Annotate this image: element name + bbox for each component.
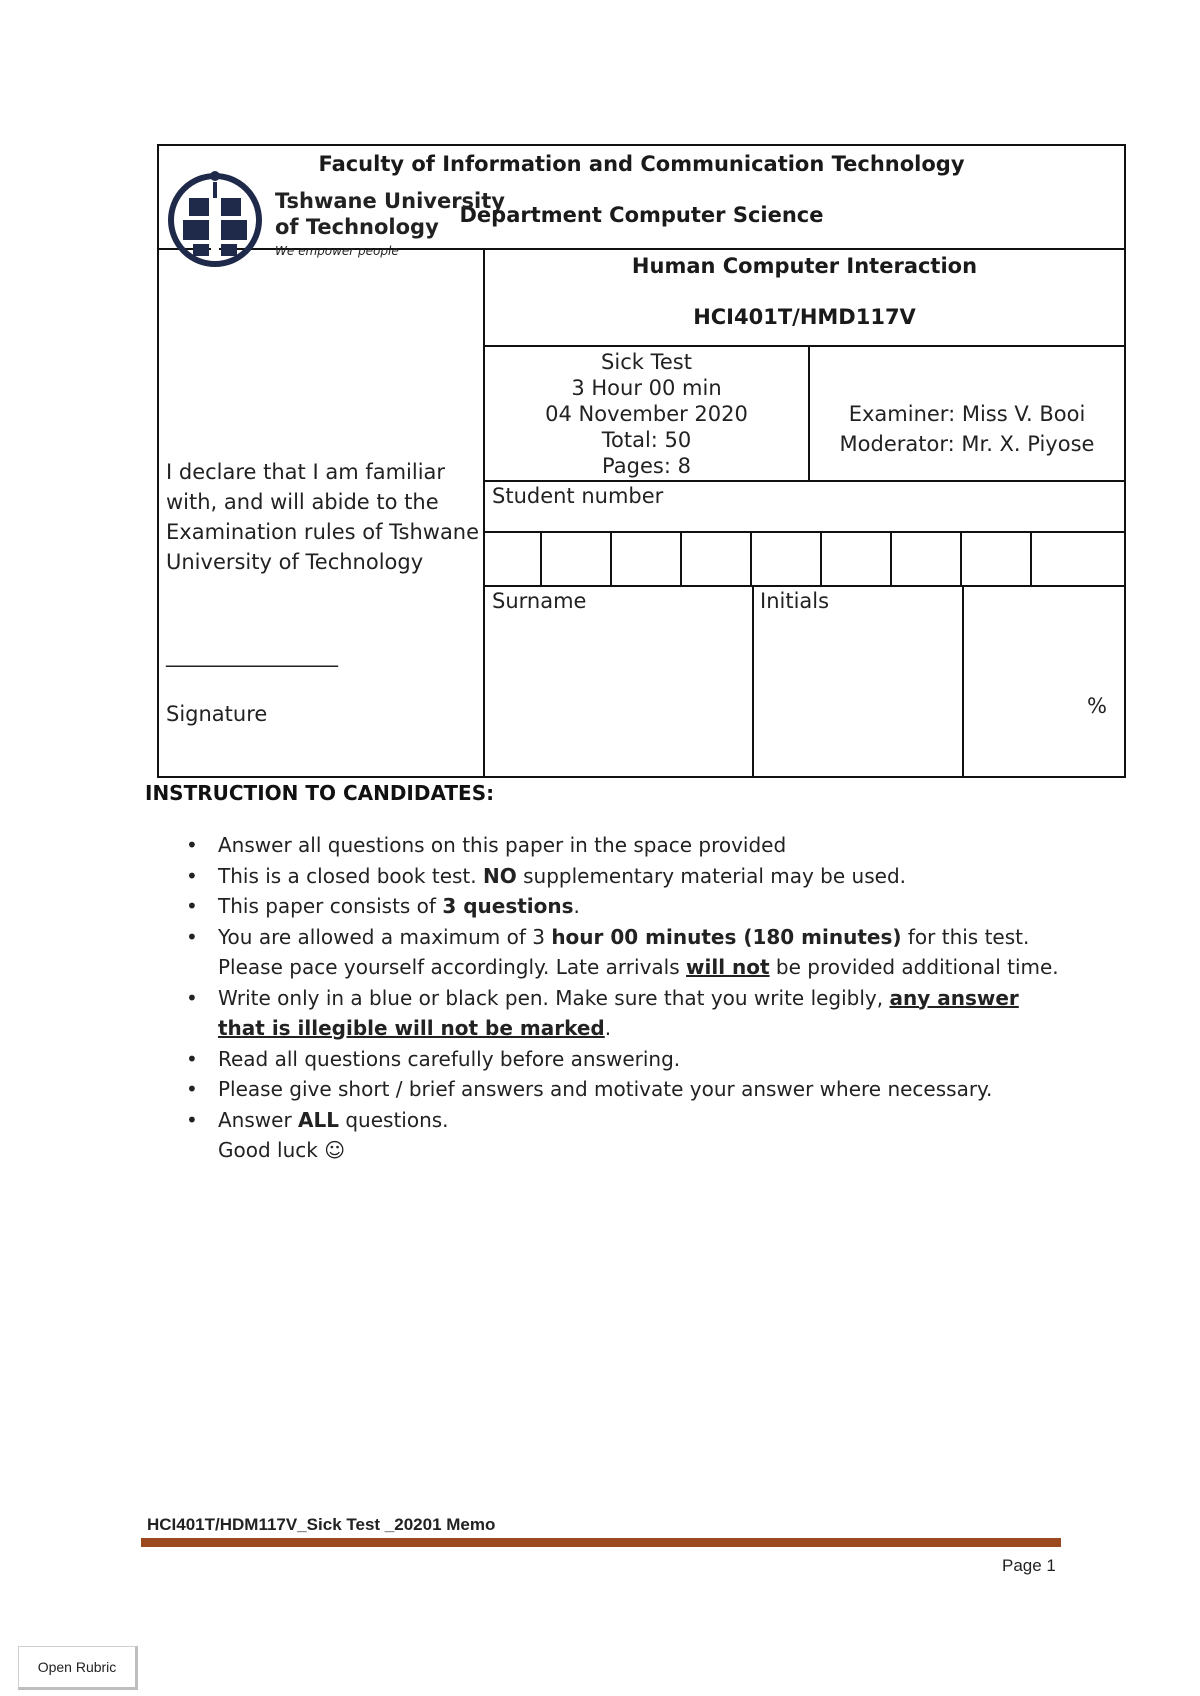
instruction-text: You are allowed a maximum of 3 [218,924,552,949]
declaration-line: with, and will abide to the [166,490,439,514]
instruction-emphasis: will not [686,955,770,979]
open-rubric-button[interactable]: Open Rubric [18,1646,138,1690]
signature-label: Signature [166,702,268,726]
instruction-emphasis: 3 questions [442,894,574,918]
digit-box-divider [820,531,822,585]
instruction-text: supplementary material may be used. [516,863,906,888]
test-type: Sick Test [601,350,692,374]
test-total: Total: 50 [601,428,692,452]
instruction-item [190,861,1070,892]
university-logo [167,168,505,278]
good-luck-text: Good luck ☺ [218,1138,346,1162]
logo-name-line2: of Technology [275,215,439,239]
cover-table [157,144,1126,778]
instruction-text: Please give short / brief answers and motivate your answer where necessary. [218,1077,993,1101]
instruction-text: for this test. [901,924,1030,949]
instruction-item [190,1074,1070,1105]
footer-rule [141,1538,1061,1547]
instruction-text: . [604,1016,612,1040]
examiner: Examiner: Miss V. Booi [848,402,1086,426]
page-number: Page 1 [1002,1556,1056,1575]
instruction-text: . [573,894,580,918]
student-number-label: Student number [492,484,664,508]
department-title: Department Computer Science [459,203,824,227]
instruction-item [190,830,1070,861]
instruction-item [190,891,1070,922]
test-duration: 3 Hour 00 min [571,376,722,400]
instruction-emphasis: ALL [298,1107,339,1132]
instruction-text: Please pace yourself accordingly. Late arrivals [218,955,686,979]
digit-box-divider [960,531,962,585]
instructions-heading: INSTRUCTION TO CANDIDATES: [145,781,495,805]
declaration-line: University of Technology [166,550,424,574]
digit-box-divider [680,531,682,585]
instruction-text: Write only in a blue or black pen. Make sure that you write legibly, [218,985,890,1010]
instruction-item [190,1105,1070,1136]
logo-tagline: We empower people [275,244,399,258]
instruction-emphasis: that is illegible will not be marked [218,1016,605,1040]
instruction-emphasis: NO [482,863,517,888]
logo-name-line1: Tshwane University [275,189,505,213]
faculty-title: Faculty of Information and Communication Technology [318,152,965,176]
instruction-text: Read all questions carefully before answering. [218,1046,681,1071]
instruction-continuation [190,1135,1070,1166]
course-title: Human Computer Interaction [631,254,978,278]
test-pages: Pages: 8 [602,454,691,478]
digit-box-divider [1030,531,1032,585]
instruction-text: This is a closed book test. [218,863,483,888]
declaration-line: I declare that I am familiar [166,460,446,484]
divider [485,531,1124,533]
instruction-item [190,1044,1070,1075]
divider [485,480,1124,482]
test-info [485,349,808,479]
instruction-continuation [190,952,1070,983]
footer-title: HCI401T/HDM117V_Sick Test _20201 Memo [147,1515,496,1534]
declaration-text [166,457,481,577]
percent-symbol: % [1087,694,1107,718]
instruction-emphasis: any answer [889,985,1019,1010]
initials-label: Initials [760,589,830,613]
declaration-line: Examination rules of Tshwane [166,520,480,544]
signature-line: ____________________ [166,643,336,667]
digit-box-divider [610,531,612,585]
staff-info [810,399,1124,459]
instruction-emphasis: hour 00 minutes (180 minutes) [551,924,902,949]
digit-box-divider [540,531,542,585]
moderator: Moderator: Mr. X. Piyose [839,432,1095,456]
instruction-text: This paper consists of [218,894,443,918]
instruction-text: questions. [339,1107,449,1132]
test-date: 04 November 2020 [545,402,748,426]
divider [962,585,964,776]
divider [485,585,1124,587]
instruction-continuation [190,1013,1070,1044]
divider [485,345,1124,347]
instructions-list [190,830,1070,1166]
digit-box-divider [890,531,892,585]
instruction-item [190,922,1070,953]
instruction-text: be provided additional time. [769,955,1059,979]
surname-label: Surname [492,589,587,613]
instruction-item [190,983,1070,1014]
course-code: HCI401T/HMD117V [693,305,916,329]
divider [752,585,754,776]
digit-box-divider [750,531,752,585]
instruction-text: Answer [218,1107,299,1132]
instruction-text: Answer all questions on this paper in the space provided [218,833,787,857]
tut-emblem-icon [167,168,505,278]
